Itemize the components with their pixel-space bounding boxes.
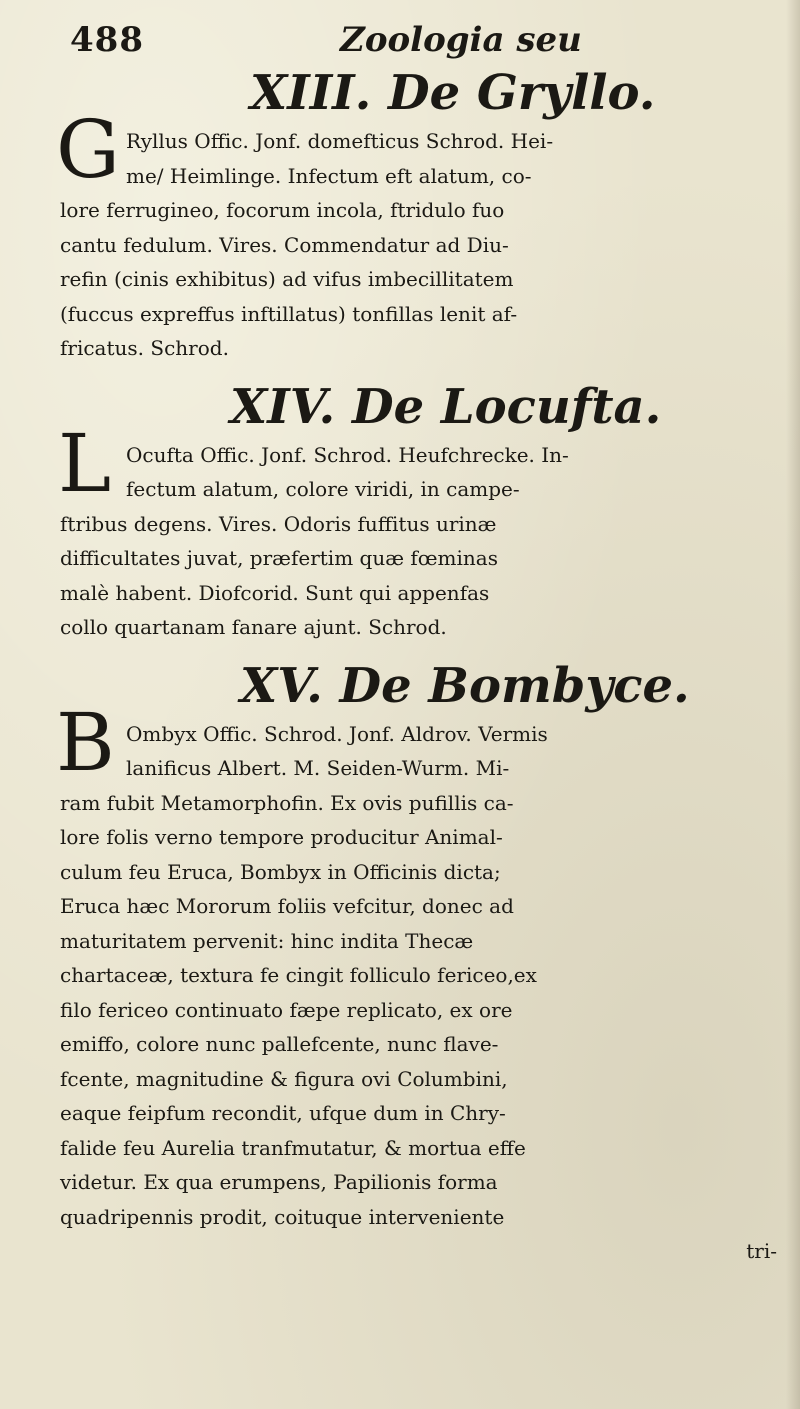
catchword: tri- [746,1239,777,1263]
text-line: culum feu Eruca, Bombyx in Officinis dicta; [60,859,501,884]
text-line: refin (cinis exhibitus) ad vifus imbecillitatem [60,267,514,291]
drop-cap: L [58,416,112,510]
section-locusta [60,378,795,645]
text-line: ram fubit Metamorphofin. Ex ovis pufillis ca- [60,790,514,815]
text-line: falide feu Aurelia tranfmutatur, & mortua effe [60,1135,526,1160]
section-gryllo [56,64,795,366]
text-line: quadripennis prodit, coituque interveniente [60,1204,505,1229]
text-line: videtur. Ex qua erumpens, Papilionis forma [60,1170,498,1194]
drop-cap: B [56,695,115,789]
section-heading: XIII. De Gryllo. [250,65,656,121]
text-line: fectum alatum, colore viridi, in campe- [126,477,520,501]
text-line: emiffo, colore nunc pallefcente, nunc flave- [60,1032,499,1056]
text-line: Ocufta Offic. Jonf. Schrod. Heufchrecke. In- [126,442,569,467]
page-header [0,14,800,64]
text-line: difficultates juvat, præfertim quæ fœminas [60,546,498,570]
text-line: me/ Heimlinge. Infectum eft alatum, co- [126,163,532,188]
text-line: ftribus degens. Vires. Odoris fuffitus urinæ [60,511,497,536]
text-line: collo quartanam fanare ajunt. Schrod. [60,615,447,639]
text-line: eaque feipfum recondit, ufque dum in Chry- [60,1101,506,1125]
section-heading: XV. De Bombyce. [240,657,690,714]
body-text [56,64,795,1269]
text-line: lore ferrugineo, focorum incola, ftridulo fuo [60,198,505,222]
text-line: chartaceæ, textura fe cingit folliculo fericeo,ex [60,963,537,987]
text-line: fricatus. Schrod. [60,336,229,360]
section-heading: XIV. De Locufta. [230,378,662,435]
page-edge-shadow [786,0,800,1409]
section-bombyce [56,657,795,1269]
text-line: malè habent. Diofcorid. Sunt qui appenfas [60,580,490,605]
text-line: Ryllus Offic. Jonf. domefticus Schrod. Hei- [126,129,554,153]
text-line: fcente, magnitudine & figura ovi Columbini, [60,1066,508,1091]
text-line: cantu fedulum. Vires. Commendatur ad Diu- [60,232,509,257]
text-line: lore folis verno tempore producitur Animal- [60,825,503,849]
text-line: filo fericeo continuato fæpe replicato, ex ore [60,997,513,1022]
drop-cap: G [56,103,120,196]
text-line: (fuccus expreffus inftillatus) tonfillas lenit af- [60,301,518,326]
page-number: 488 [70,20,144,60]
text-line: lanificus Albert. M. Seiden-Wurm. Mi- [126,756,510,780]
text-line: Ombyx Offic. Schrod. Jonf. Aldrov. Vermis [126,721,548,746]
text-line: Eruca hæc Mororum foliis vefcitur, donec ad [60,894,514,918]
text-line: maturitatem pervenit: hinc indita Thecæ [60,928,474,953]
running-head: Zoologia seu [340,20,582,60]
